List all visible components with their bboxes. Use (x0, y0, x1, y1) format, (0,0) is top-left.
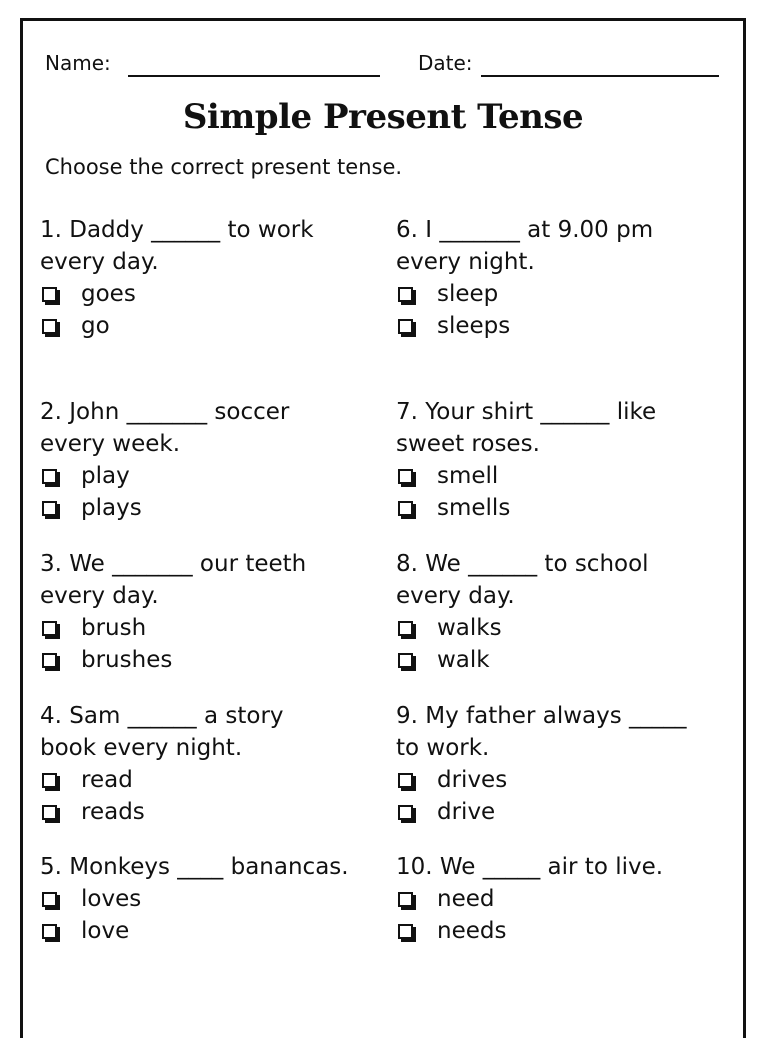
name-blank-line (128, 75, 380, 77)
option-item[interactable] (396, 796, 726, 828)
option-label: smell (437, 463, 499, 489)
option-label: loves (81, 886, 142, 912)
option-item[interactable] (40, 492, 370, 524)
question-text: 1. Daddy ______ to work (40, 217, 314, 243)
instruction-text: Choose the correct present tense. (45, 155, 403, 179)
option-item[interactable] (40, 310, 370, 342)
question-1 (40, 214, 370, 342)
checkbox-icon[interactable] (42, 805, 57, 820)
checkbox-icon[interactable] (398, 621, 413, 636)
checkbox-icon[interactable] (398, 469, 413, 484)
name-label: Name: (45, 51, 111, 75)
option-label: brushes (81, 647, 173, 673)
checkbox-icon[interactable] (42, 621, 57, 636)
option-item[interactable] (40, 764, 370, 796)
question-text: 2. John _______ soccer (40, 399, 290, 425)
question-6 (396, 214, 726, 342)
date-blank-line (481, 75, 719, 77)
option-item[interactable] (396, 492, 726, 524)
checkbox-icon[interactable] (42, 319, 57, 334)
option-item[interactable] (40, 460, 370, 492)
question-text-cont: to work. (396, 735, 490, 761)
option-label: walks (437, 615, 502, 641)
option-label: needs (437, 918, 507, 944)
question-text-cont: every day. (396, 583, 515, 609)
option-label: read (81, 767, 133, 793)
option-label: sleeps (437, 313, 511, 339)
question-5 (40, 851, 370, 947)
option-item[interactable] (396, 915, 726, 947)
question-2 (40, 396, 370, 524)
question-text-cont: every day. (40, 249, 159, 275)
question-4 (40, 700, 370, 828)
option-item[interactable] (396, 278, 726, 310)
option-label: goes (81, 281, 136, 307)
option-item[interactable] (40, 883, 370, 915)
option-item[interactable] (396, 883, 726, 915)
option-label: love (81, 918, 130, 944)
option-label: plays (81, 495, 142, 521)
question-text-cont: every night. (396, 249, 535, 275)
option-item[interactable] (396, 764, 726, 796)
option-label: brush (81, 615, 147, 641)
question-text-cont: every day. (40, 583, 159, 609)
option-label: walk (437, 647, 490, 673)
checkbox-icon[interactable] (42, 653, 57, 668)
date-label: Date: (418, 51, 473, 75)
option-label: play (81, 463, 130, 489)
question-text: 7. Your shirt ______ like (396, 399, 657, 425)
checkbox-icon[interactable] (398, 773, 413, 788)
question-10 (396, 851, 726, 947)
checkbox-icon[interactable] (398, 892, 413, 907)
checkbox-icon[interactable] (398, 287, 413, 302)
question-text: 4. Sam ______ a story (40, 703, 284, 729)
checkbox-icon[interactable] (398, 924, 413, 939)
question-7 (396, 396, 726, 524)
checkbox-icon[interactable] (42, 501, 57, 516)
option-label: smells (437, 495, 511, 521)
question-3 (40, 548, 370, 676)
checkbox-icon[interactable] (42, 892, 57, 907)
option-label: drive (437, 799, 496, 825)
option-label: reads (81, 799, 145, 825)
question-8 (396, 548, 726, 676)
question-text: 10. We _____ air to live. (396, 854, 664, 880)
option-item[interactable] (396, 644, 726, 676)
option-item[interactable] (396, 612, 726, 644)
option-label: sleep (437, 281, 499, 307)
checkbox-icon[interactable] (398, 319, 413, 334)
option-item[interactable] (40, 915, 370, 947)
option-item[interactable] (40, 612, 370, 644)
question-text: 6. I _______ at 9.00 pm (396, 217, 654, 243)
question-text: 8. We ______ to school (396, 551, 649, 577)
option-item[interactable] (396, 460, 726, 492)
option-label: go (81, 313, 110, 339)
checkbox-icon[interactable] (42, 469, 57, 484)
option-item[interactable] (40, 278, 370, 310)
checkbox-icon[interactable] (42, 287, 57, 302)
checkbox-icon[interactable] (398, 653, 413, 668)
question-9 (396, 700, 726, 828)
option-label: drives (437, 767, 508, 793)
option-label: need (437, 886, 495, 912)
worksheet-title: Simple Present Tense (182, 97, 584, 137)
checkbox-icon[interactable] (398, 501, 413, 516)
option-item[interactable] (396, 310, 726, 342)
question-text-cont: every week. (40, 431, 181, 457)
question-text-cont: sweet roses. (396, 431, 540, 457)
checkbox-icon[interactable] (42, 773, 57, 788)
question-text: 3. We _______ our teeth (40, 551, 307, 577)
question-text-cont: book every night. (40, 735, 243, 761)
checkbox-icon[interactable] (42, 924, 57, 939)
question-text: 5. Monkeys ____ banancas. (40, 854, 349, 880)
option-item[interactable] (40, 796, 370, 828)
worksheet-page (20, 18, 746, 1038)
option-item[interactable] (40, 644, 370, 676)
question-text: 9. My father always _____ (396, 703, 687, 729)
checkbox-icon[interactable] (398, 805, 413, 820)
